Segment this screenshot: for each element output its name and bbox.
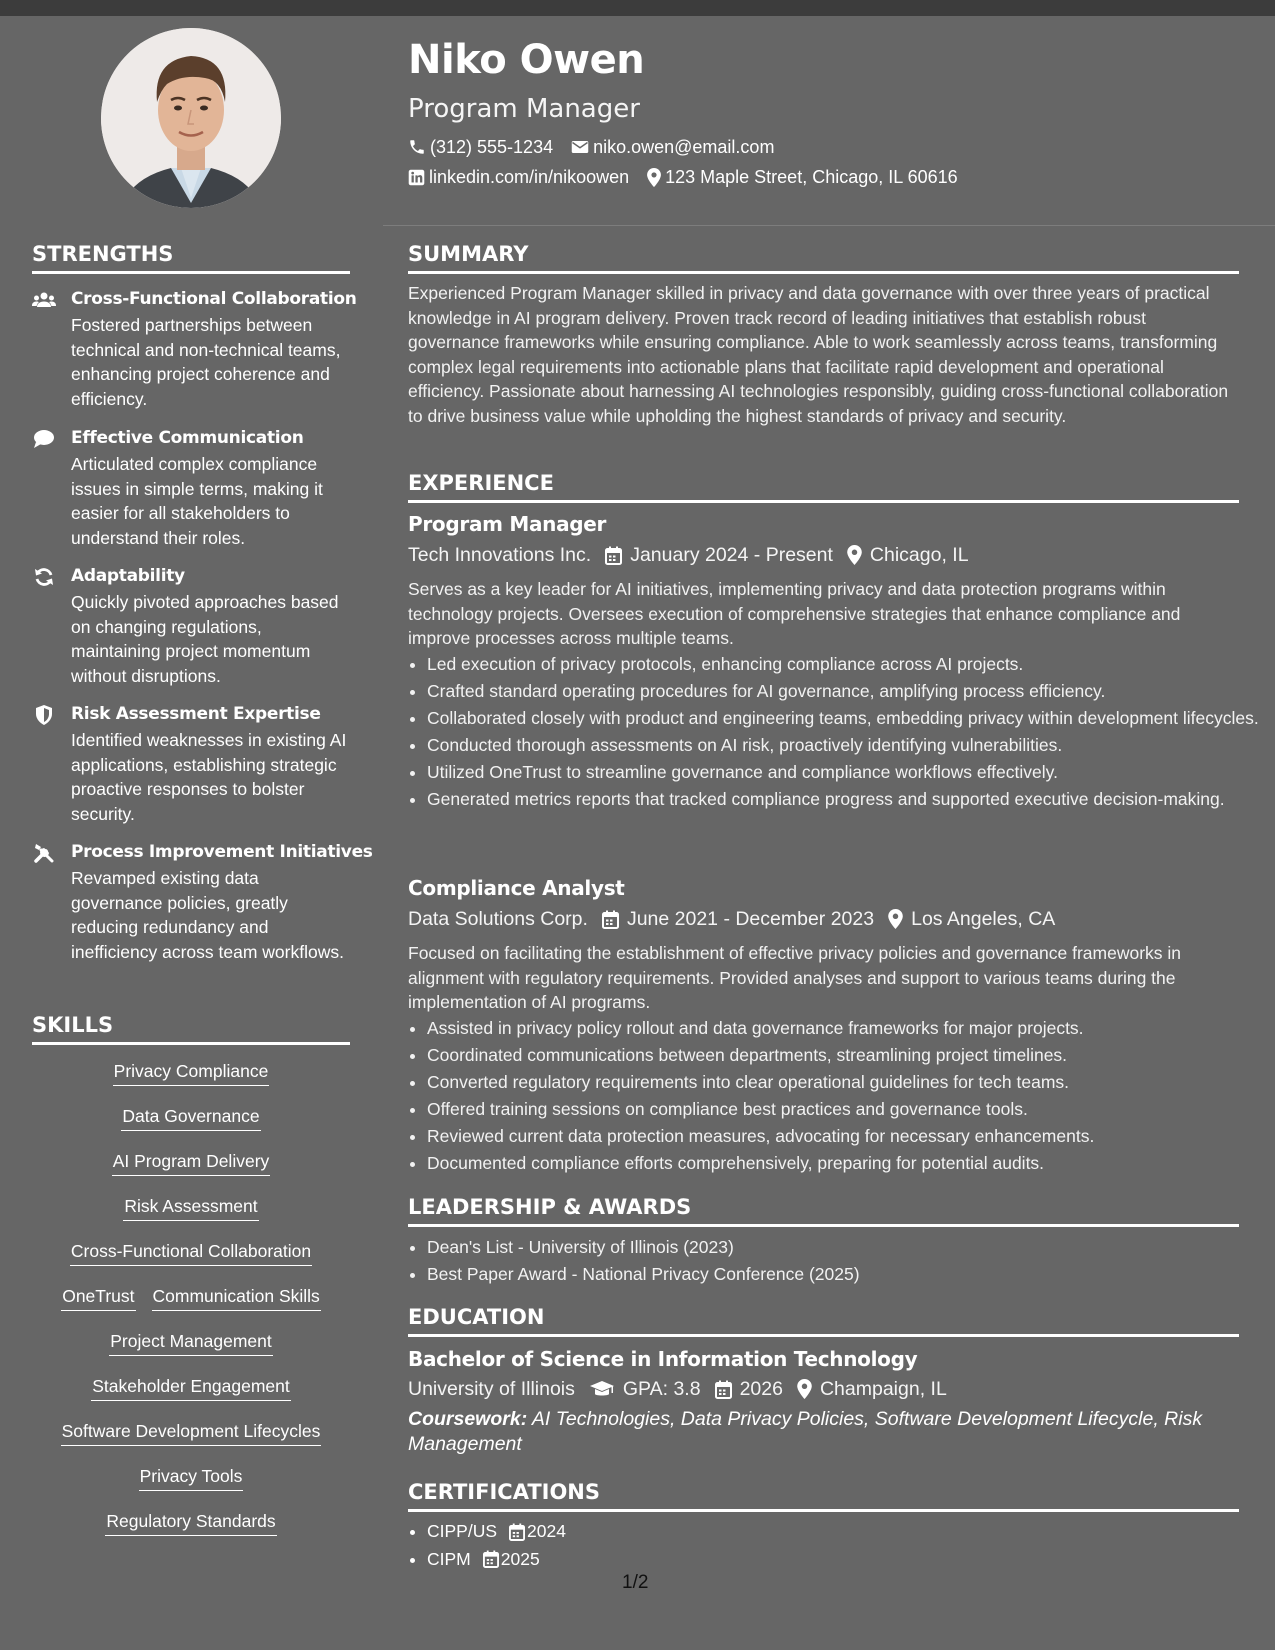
- school-name: University of Illinois: [408, 1378, 575, 1400]
- contact-line-2: [408, 165, 976, 189]
- strength-title: Process Improvement Initiatives: [71, 842, 373, 862]
- skill-tag: Communication Skills: [152, 1285, 321, 1311]
- bullet-item: • Coordinated communications between departments, streamlining project timelines.: [427, 1043, 1259, 1068]
- education-heading: EDUCATION: [408, 1307, 1239, 1337]
- leadership-list: [408, 1235, 1259, 1289]
- job-title: Program Manager: [408, 94, 640, 124]
- graduation-cap-icon: [589, 1380, 615, 1398]
- job-location: Los Angeles, CA: [911, 908, 1056, 930]
- bullet-item: • Conducted thorough assessments on AI risk, proactively identifying vulnerabilities.: [427, 733, 1259, 758]
- phone-text: (312) 555-1234: [430, 137, 554, 157]
- bullet-item: • Generated metrics reports that tracked compliance progress and supported executive decision-making.: [427, 787, 1259, 812]
- envelope-icon: [571, 139, 589, 155]
- map-pin-icon: [888, 909, 903, 929]
- map-pin-icon: [647, 168, 661, 187]
- summary-text: Experienced Program Manager skilled in privacy and data governance with over three years of practical knowledge in AI program delivery. Proven track record of leading initiatives that establish robust governance frameworks while ensuring compliance. Able to work seamlessly across teams, transforming complex legal requirements into actionable plans that facilitate rapid development and operational efficiency. Passionate about harnessing AI technologies responsibly, guiding cross-functional collaboration to drive business value while upholding the highest standards of privacy and security.: [408, 283, 1229, 426]
- bullet-item: • Assisted in privacy policy rollout and data governance frameworks for major projects.: [427, 1016, 1259, 1041]
- experience-heading: EXPERIENCE: [408, 473, 1239, 503]
- skill-tag: Cross-Functional Collaboration: [70, 1240, 312, 1266]
- skill-tag: Project Management: [109, 1330, 272, 1356]
- calendar-icon: [715, 1380, 732, 1399]
- linkedin-item[interactable]: [408, 165, 629, 189]
- map-pin-icon: [797, 1379, 812, 1399]
- job-role-title: Program Manager: [408, 512, 607, 536]
- skill-tag: Privacy Compliance: [113, 1060, 270, 1086]
- users-icon: [32, 290, 56, 310]
- company-name: Tech Innovations Inc.: [408, 544, 592, 566]
- company-name: Data Solutions Corp.: [408, 908, 588, 930]
- certifications-list: [408, 1518, 566, 1573]
- page-number: 1/2: [622, 1572, 649, 1593]
- address-text: 123 Maple Street, Chicago, IL 60616: [665, 167, 958, 187]
- header-divider: [383, 225, 1275, 226]
- certification-name: • CIPP/US: [427, 1521, 498, 1541]
- job-dates: January 2024 - Present: [630, 544, 833, 566]
- email-text: niko.owen@email.com: [593, 137, 775, 157]
- job-role-title: Compliance Analyst: [408, 876, 625, 900]
- strength-description: Quickly pivoted approaches based on changing regulations, maintaining project momentum without disruptions.: [71, 592, 339, 686]
- job-summary: Focused on facilitating the establishment of effective privacy policies and governance frameworks in alignment with regulatory requirements. Provided analyses and support to various teams during the implementation of AI programs.: [408, 943, 1181, 1012]
- tools-icon: [32, 843, 56, 863]
- strength-title: Risk Assessment Expertise: [71, 704, 321, 724]
- bullet-item: • Utilized OneTrust to streamline governance and compliance workflows effectively.: [427, 760, 1259, 785]
- skill-tag: Data Governance: [121, 1105, 260, 1131]
- bullet-item: • Offered training sessions on compliance best practices and governance tools.: [427, 1097, 1259, 1122]
- skill-tag: Stakeholder Engagement: [91, 1375, 291, 1401]
- certification-year: 2024: [527, 1521, 566, 1541]
- calendar-icon: [509, 1523, 525, 1541]
- calendar-icon: [605, 546, 622, 565]
- certifications-heading: CERTIFICATIONS: [408, 1482, 1239, 1512]
- contact-line-1: [408, 135, 792, 159]
- graduation-year: 2026: [739, 1378, 783, 1400]
- job-location: Chicago, IL: [869, 544, 969, 566]
- bullet-item: • Reviewed current data protection measures, advocating for necessary enhancements.: [427, 1124, 1259, 1149]
- email-item[interactable]: [571, 135, 774, 159]
- certification-year: 2025: [500, 1548, 540, 1569]
- skill-tag: Regulatory Standards: [105, 1510, 276, 1536]
- skills-heading: SKILLS: [32, 1015, 350, 1045]
- summary-heading: SUMMARY: [408, 244, 1239, 274]
- skill-tag: AI Program Delivery: [112, 1150, 271, 1176]
- award-item: • Best Paper Award - National Privacy Conference (2025): [427, 1262, 1259, 1287]
- strength-description: Articulated complex compliance issues in simple terms, making it easier for all stakeholders to understand their roles.: [71, 454, 323, 548]
- skill-tag: Risk Assessment: [123, 1195, 258, 1221]
- refresh-icon: [32, 567, 56, 587]
- speech-bubble-icon: [32, 429, 56, 449]
- coursework-label: Coursework:: [408, 1408, 528, 1430]
- skills-list: [32, 1060, 350, 1555]
- education-meta: [408, 1376, 961, 1402]
- bullet-item: • Converted regulatory requirements into clear operational guidelines for tech teams.: [427, 1070, 1259, 1095]
- skill-tag: OneTrust: [61, 1285, 135, 1311]
- strength-description: Revamped existing data governance policies, greatly reducing redundancy and inefficiency across team workflows.: [71, 868, 344, 962]
- skill-tag: Software Development Lifecycles: [61, 1420, 322, 1446]
- certification-item: [427, 1546, 566, 1574]
- award-item: • Dean's List - University of Illinois (2023): [427, 1235, 1259, 1260]
- job-meta: [408, 906, 1069, 932]
- coursework: [408, 1407, 1240, 1456]
- job-bullets: [408, 652, 1259, 814]
- certification-name: • CIPM: [427, 1548, 471, 1569]
- shield-icon: [32, 705, 56, 725]
- calendar-icon: [602, 910, 619, 929]
- linkedin-icon: [408, 169, 425, 186]
- strengths-heading: STRENGTHS: [32, 244, 350, 274]
- leadership-heading: LEADERSHIP & AWARDS: [408, 1197, 1239, 1227]
- school-location: Champaign, IL: [819, 1378, 947, 1400]
- strength-title: Cross-Functional Collaboration: [71, 289, 357, 309]
- phone-icon: [408, 138, 426, 156]
- job-summary: Serves as a key leader for AI initiatives, implementing privacy and data protection programs within technology projects. Oversees execution of comprehensive strategies that enhance compliance and improve processes across multiple teams.: [408, 579, 1181, 648]
- candidate-name: Niko Owen: [408, 37, 645, 83]
- calendar-icon: [483, 1550, 499, 1568]
- certification-item: [427, 1518, 566, 1546]
- skill-tag: Privacy Tools: [139, 1465, 244, 1491]
- job-bullets: [408, 1016, 1259, 1178]
- strength-description: Identified weaknesses in existing AI applications, establishing strategic proactive responses to bolster security.: [71, 730, 347, 824]
- bullet-item: • Led execution of privacy protocols, enhancing compliance across AI projects.: [427, 652, 1259, 677]
- job-meta: [408, 542, 983, 568]
- profile-photo: [101, 28, 281, 208]
- gpa: GPA: 3.8: [622, 1378, 701, 1400]
- map-pin-icon: [847, 545, 862, 565]
- coursework-text: AI Technologies, Data Privacy Policies, Software Development Lifecycle, Risk Management: [408, 1408, 1203, 1455]
- top-bar: [0, 0, 1275, 16]
- bullet-item: • Crafted standard operating procedures for AI governance, amplifying process efficiency.: [427, 679, 1259, 704]
- job-dates: June 2021 - December 2023: [626, 908, 875, 930]
- phone-item[interactable]: [408, 135, 553, 159]
- address-item: [647, 165, 958, 189]
- strength-title: Adaptability: [71, 566, 185, 586]
- bullet-item: • Collaborated closely with product and engineering teams, embedding privacy within development lifecycles.: [427, 706, 1259, 731]
- bullet-item: • Documented compliance efforts comprehensively, preparing for potential audits.: [427, 1151, 1259, 1176]
- linkedin-text: linkedin.com/in/nikoowen: [429, 167, 630, 187]
- degree-title: Bachelor of Science in Information Technology: [408, 1347, 918, 1371]
- strength-description: Fostered partnerships between technical and non-technical teams, enhancing project coherence and efficiency.: [71, 315, 341, 409]
- strength-title: Effective Communication: [71, 428, 304, 448]
